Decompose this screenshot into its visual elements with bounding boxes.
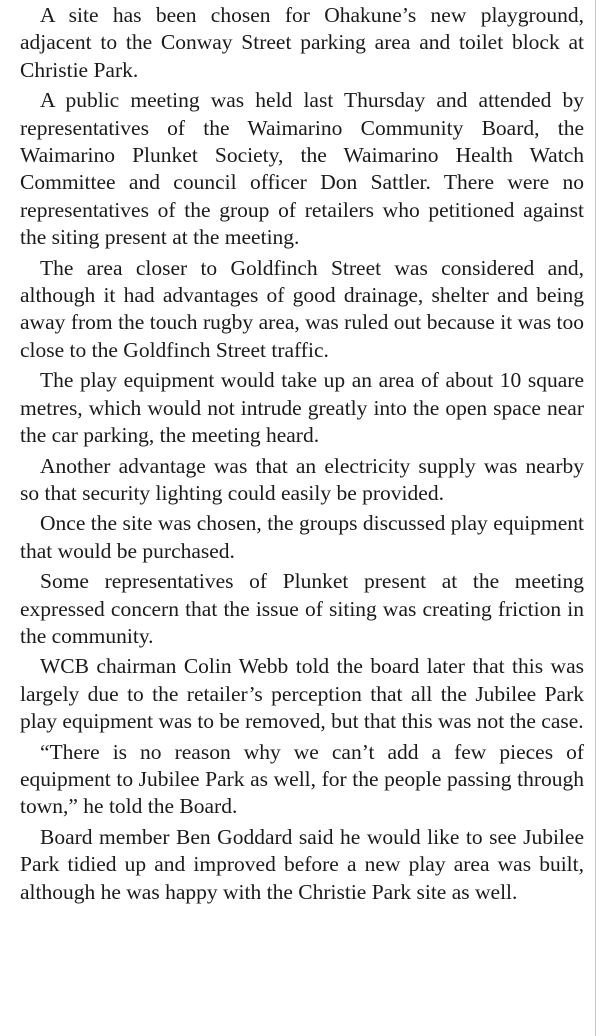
article-paragraph: Once the site was chosen, the groups discussed play equipment that would be purchased. <box>20 511 584 563</box>
article-paragraph: A site has been chosen for Ohakune’s new playground, adjacent to the Conway Street parking area and toilet block at Christie Park. <box>20 3 584 82</box>
article-paragraph: Board member Ben Goddard said he would like to see Jubilee Park tidied up and improved before a new play area was built, although he was happy with the Christie Park site as well. <box>20 824 584 904</box>
article-paragraph: WCB chairman Colin Webb told the board later that this was largely due to the retailer’s perception that all the Jubilee Park play equipment was to be removed, but that this was not the case. <box>20 654 584 734</box>
column-edge-rule <box>595 0 596 1036</box>
article-column <box>20 2 584 909</box>
article-paragraph: “There is no reason why we can’t add a few pieces of equipment to Jubilee Park as well, for the people passing through town,” he told the Board. <box>20 739 584 819</box>
article-paragraph: The play equipment would take up an area of about 10 square metres, which would not intrude greatly into the open space near the car parking, the meeting heard. <box>20 368 584 448</box>
article-paragraph: Another advantage was that an electricity supply was nearby so that security lighting could easily be provided. <box>20 453 584 505</box>
article-paragraph: Some representatives of Plunket present at the meeting expressed concern that the issue of siting was creating friction in the community. <box>20 569 584 648</box>
article-paragraph: The area closer to Goldfinch Street was considered and, although it had advantages of good drainage, shelter and being away from the touch rugby area, was ruled out because it was too close to the Goldfinch Street traffic. <box>20 255 584 362</box>
article-paragraph: A public meeting was held last Thursday and attended by representatives of the Waimarino Community Board, the Waimarino Plunket Society, the Waimarino Health Watch Committee and council officer Don Sattler. There were no representatives of the group of retailers who petitioned against the siting present at the meeting. <box>20 88 584 250</box>
